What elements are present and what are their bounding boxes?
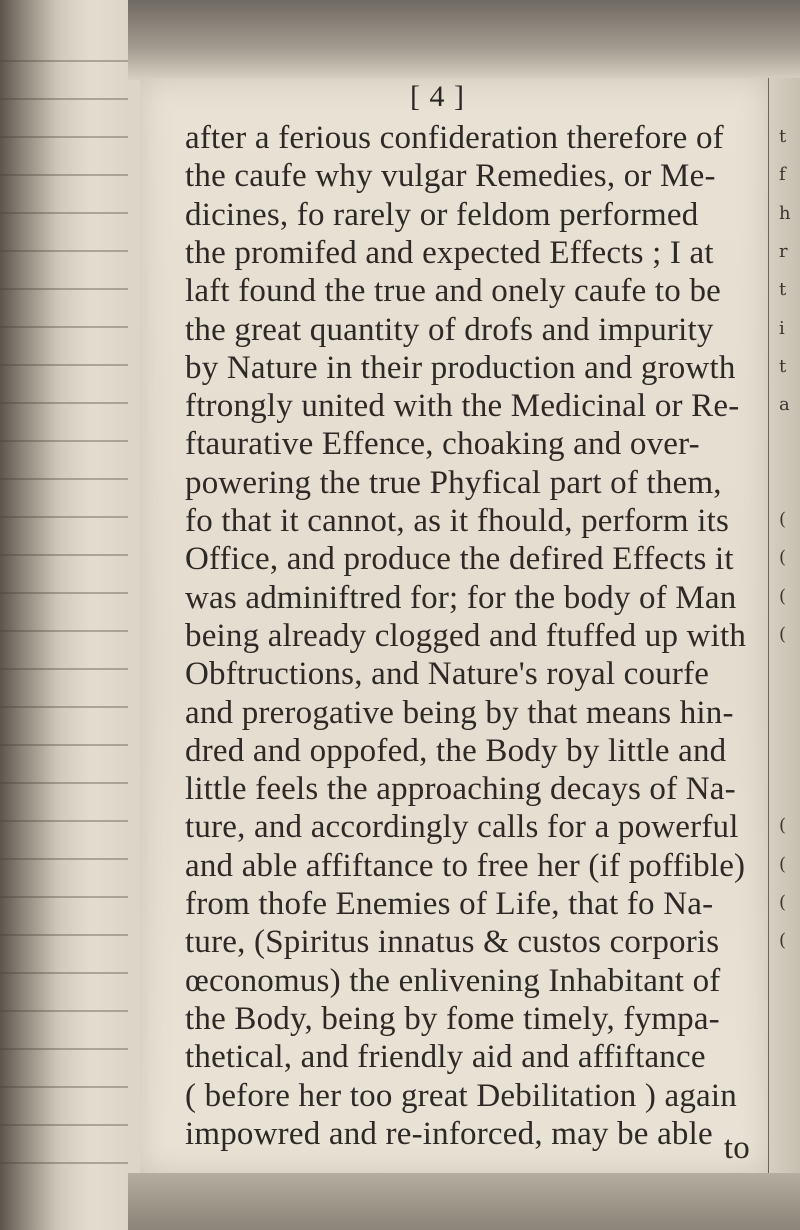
adjacent-page-char: h [779,202,791,224]
text-line: the caufe why vulgar Remedies, or Me- [185,158,716,195]
text-line: after a ferious confideration therefore of [185,120,724,156]
adjacent-page-char: ( [779,853,787,875]
binding-line [0,858,128,860]
text-line: ftrongly united with the Medicinal or Re- [185,388,740,425]
adjacent-page-char: ( [779,892,787,913]
binding-line [0,896,128,898]
binding-line [0,516,128,518]
text-line: œconomus) the enlivening Inhabitant of [185,962,721,999]
binding-line [0,174,128,176]
text-line: from thofe Enemies of Life, that fo Na- [185,886,714,922]
bottom-page-shadow [128,1173,800,1230]
adjacent-page-char: t [779,355,787,377]
binding-line [0,554,128,556]
adjacent-page-char: ( [779,930,787,952]
text-line: ture, (Spiritus innatus & custos corporis [185,924,720,961]
text-line: and able affiftance to free her (if poffible) [185,847,746,884]
binding-line [0,98,128,100]
adjacent-page-char: ( [779,547,787,569]
binding-line [0,364,128,366]
text-line: and prerogative being by that means hin- [185,694,734,731]
text-line: laft found the true and onely caufe to be [185,273,721,310]
text-line: ture, and accordingly calls for a powerful [185,809,739,846]
text-line: ( before her too great Debilitation ) again [185,1077,737,1114]
binding-line [0,478,128,480]
top-page-shadow [128,0,800,80]
text-line: dred and oppofed, the Body by little and [185,732,727,769]
adjacent-page-edge [768,78,800,1173]
binding-line [0,136,128,138]
binding-line [0,250,128,252]
text-line: being already clogged and ftuffed up with [185,617,747,654]
adjacent-page-char: t [779,279,787,301]
binding-line [0,744,128,746]
binding-line [0,212,128,214]
binding-line [0,820,128,822]
binding-line [0,1086,128,1088]
text-line: dicines, fo rarely or feldom performed [185,196,699,233]
adjacent-page-char: ( [779,585,787,607]
text-line: Obftructions, and Nature's royal courfe [185,656,710,693]
text-line: the Body, being by fome timely, fympa- [185,1000,720,1037]
adjacent-page-char: ( [779,815,787,837]
adjacent-page-char: ( [779,509,787,530]
binding-line [0,706,128,708]
text-line: little feels the approaching decays of Na- [185,771,736,808]
adjacent-page-char: i [779,317,785,339]
adjacent-page-char: ( [779,623,787,645]
binding-line [0,60,128,62]
text-line: the promifed and expected Effects ; I at [185,234,714,271]
text-line: fo that it cannot, as it fhould, perform its [185,503,730,539]
binding-line [0,592,128,594]
binding-line [0,1048,128,1050]
binding-line [0,402,128,404]
book-binding [0,0,128,1230]
text-line: powering the true Phyfical part of them, [185,464,722,501]
adjacent-page-char: a [779,394,790,416]
catchword: to [723,1130,750,1166]
binding-line [0,288,128,290]
binding-line [0,972,128,974]
binding-line [0,1124,128,1126]
text-line: impowred and re-inforced, may be able [185,1115,713,1152]
text-line: thetical, and friendly aid and affiftance [185,1039,706,1076]
text-line: the great quantity of drofs and impurity [185,311,714,348]
text-line: Office, and produce the defired Effects it [185,541,734,578]
binding-line [0,1010,128,1012]
text-line: was adminiftred for; for the body of Man [185,579,737,616]
text-line: by Nature in their production and growth [185,349,736,386]
text-line: ftaurative Effence, choaking and over- [185,426,700,463]
adjacent-page-char: f [779,164,786,186]
binding-line [0,782,128,784]
binding-line [0,668,128,670]
binding-line [0,630,128,632]
adjacent-page-char: t [779,126,787,147]
adjacent-page-char: r [779,240,788,262]
binding-line [0,326,128,328]
page-number: [ 4 ] [410,80,465,113]
binding-line [0,440,128,442]
binding-line [0,1162,128,1164]
binding-line [0,934,128,936]
